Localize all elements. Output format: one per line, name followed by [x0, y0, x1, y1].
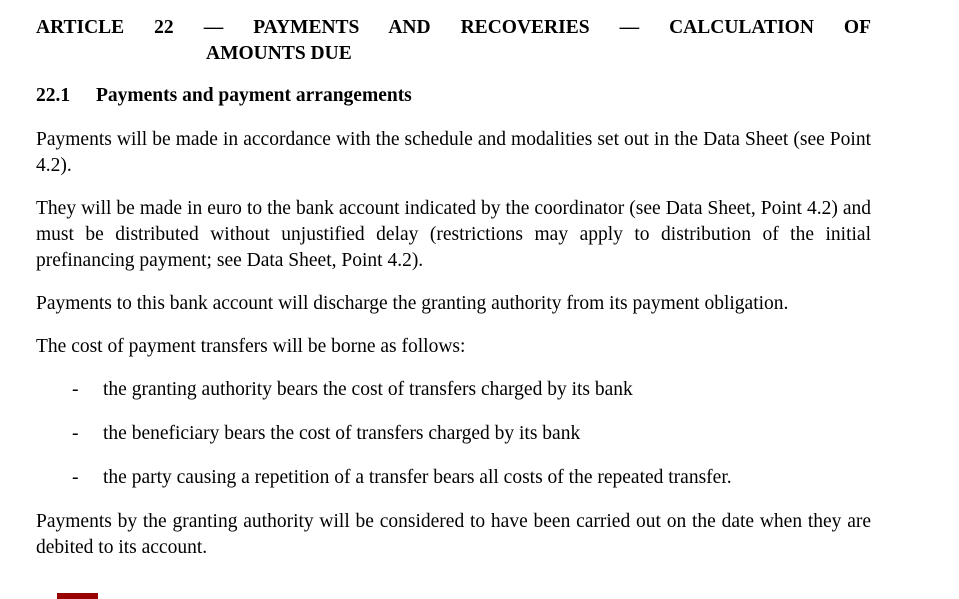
paragraph-euro-bank-account: They will be made in euro to the bank account indicated by the coordinator (see Data Sheet, Point 4.2) and must be distributed without unjustified delay (restrictions may apply to distribution of the initial prefinancing payment; see Data Sheet, Point 4.2). — [36, 198, 871, 271]
dash-marker: - — [72, 467, 79, 488]
article-title-line2: AMOUNTS DUE — [206, 43, 352, 64]
article-title — [36, 15, 871, 67]
list-item-text: the beneficiary bears the cost of transfers charged by its bank — [103, 423, 581, 444]
cut-off-red-text-fragment — [57, 593, 98, 599]
article-title-line1: ARTICLE 22 — PAYMENTS AND RECOVERIES — CALCULATION OF — [36, 17, 871, 38]
section-title: Payments and payment arrangements — [96, 85, 412, 106]
dash-marker: - — [72, 379, 79, 400]
dash-marker: - — [72, 423, 79, 444]
list-item — [36, 465, 871, 491]
list-item — [36, 421, 871, 447]
paragraph-payments-schedule: Payments will be made in accordance with the schedule and modalities set out in the Data Sheet (see Point 4.2). — [36, 129, 871, 176]
section-number: 22.1 — [36, 85, 71, 106]
list-item — [36, 377, 871, 403]
transfer-cost-list — [36, 377, 871, 491]
paragraph-cost-of-transfers: The cost of payment transfers will be borne as follows: — [36, 336, 466, 357]
paragraph-debited-date: Payments by the granting authority will be considered to have been carried out on the date when they are debited to its account. — [36, 511, 871, 558]
list-item-text: the granting authority bears the cost of transfers charged by its bank — [103, 379, 633, 400]
list-item-text: the party causing a repetition of a transfer bears all costs of the repeated transfer. — [103, 467, 732, 488]
section-heading — [36, 83, 871, 109]
paragraph-discharge-obligation: Payments to this bank account will discharge the granting authority from its payment obligation. — [36, 293, 789, 314]
